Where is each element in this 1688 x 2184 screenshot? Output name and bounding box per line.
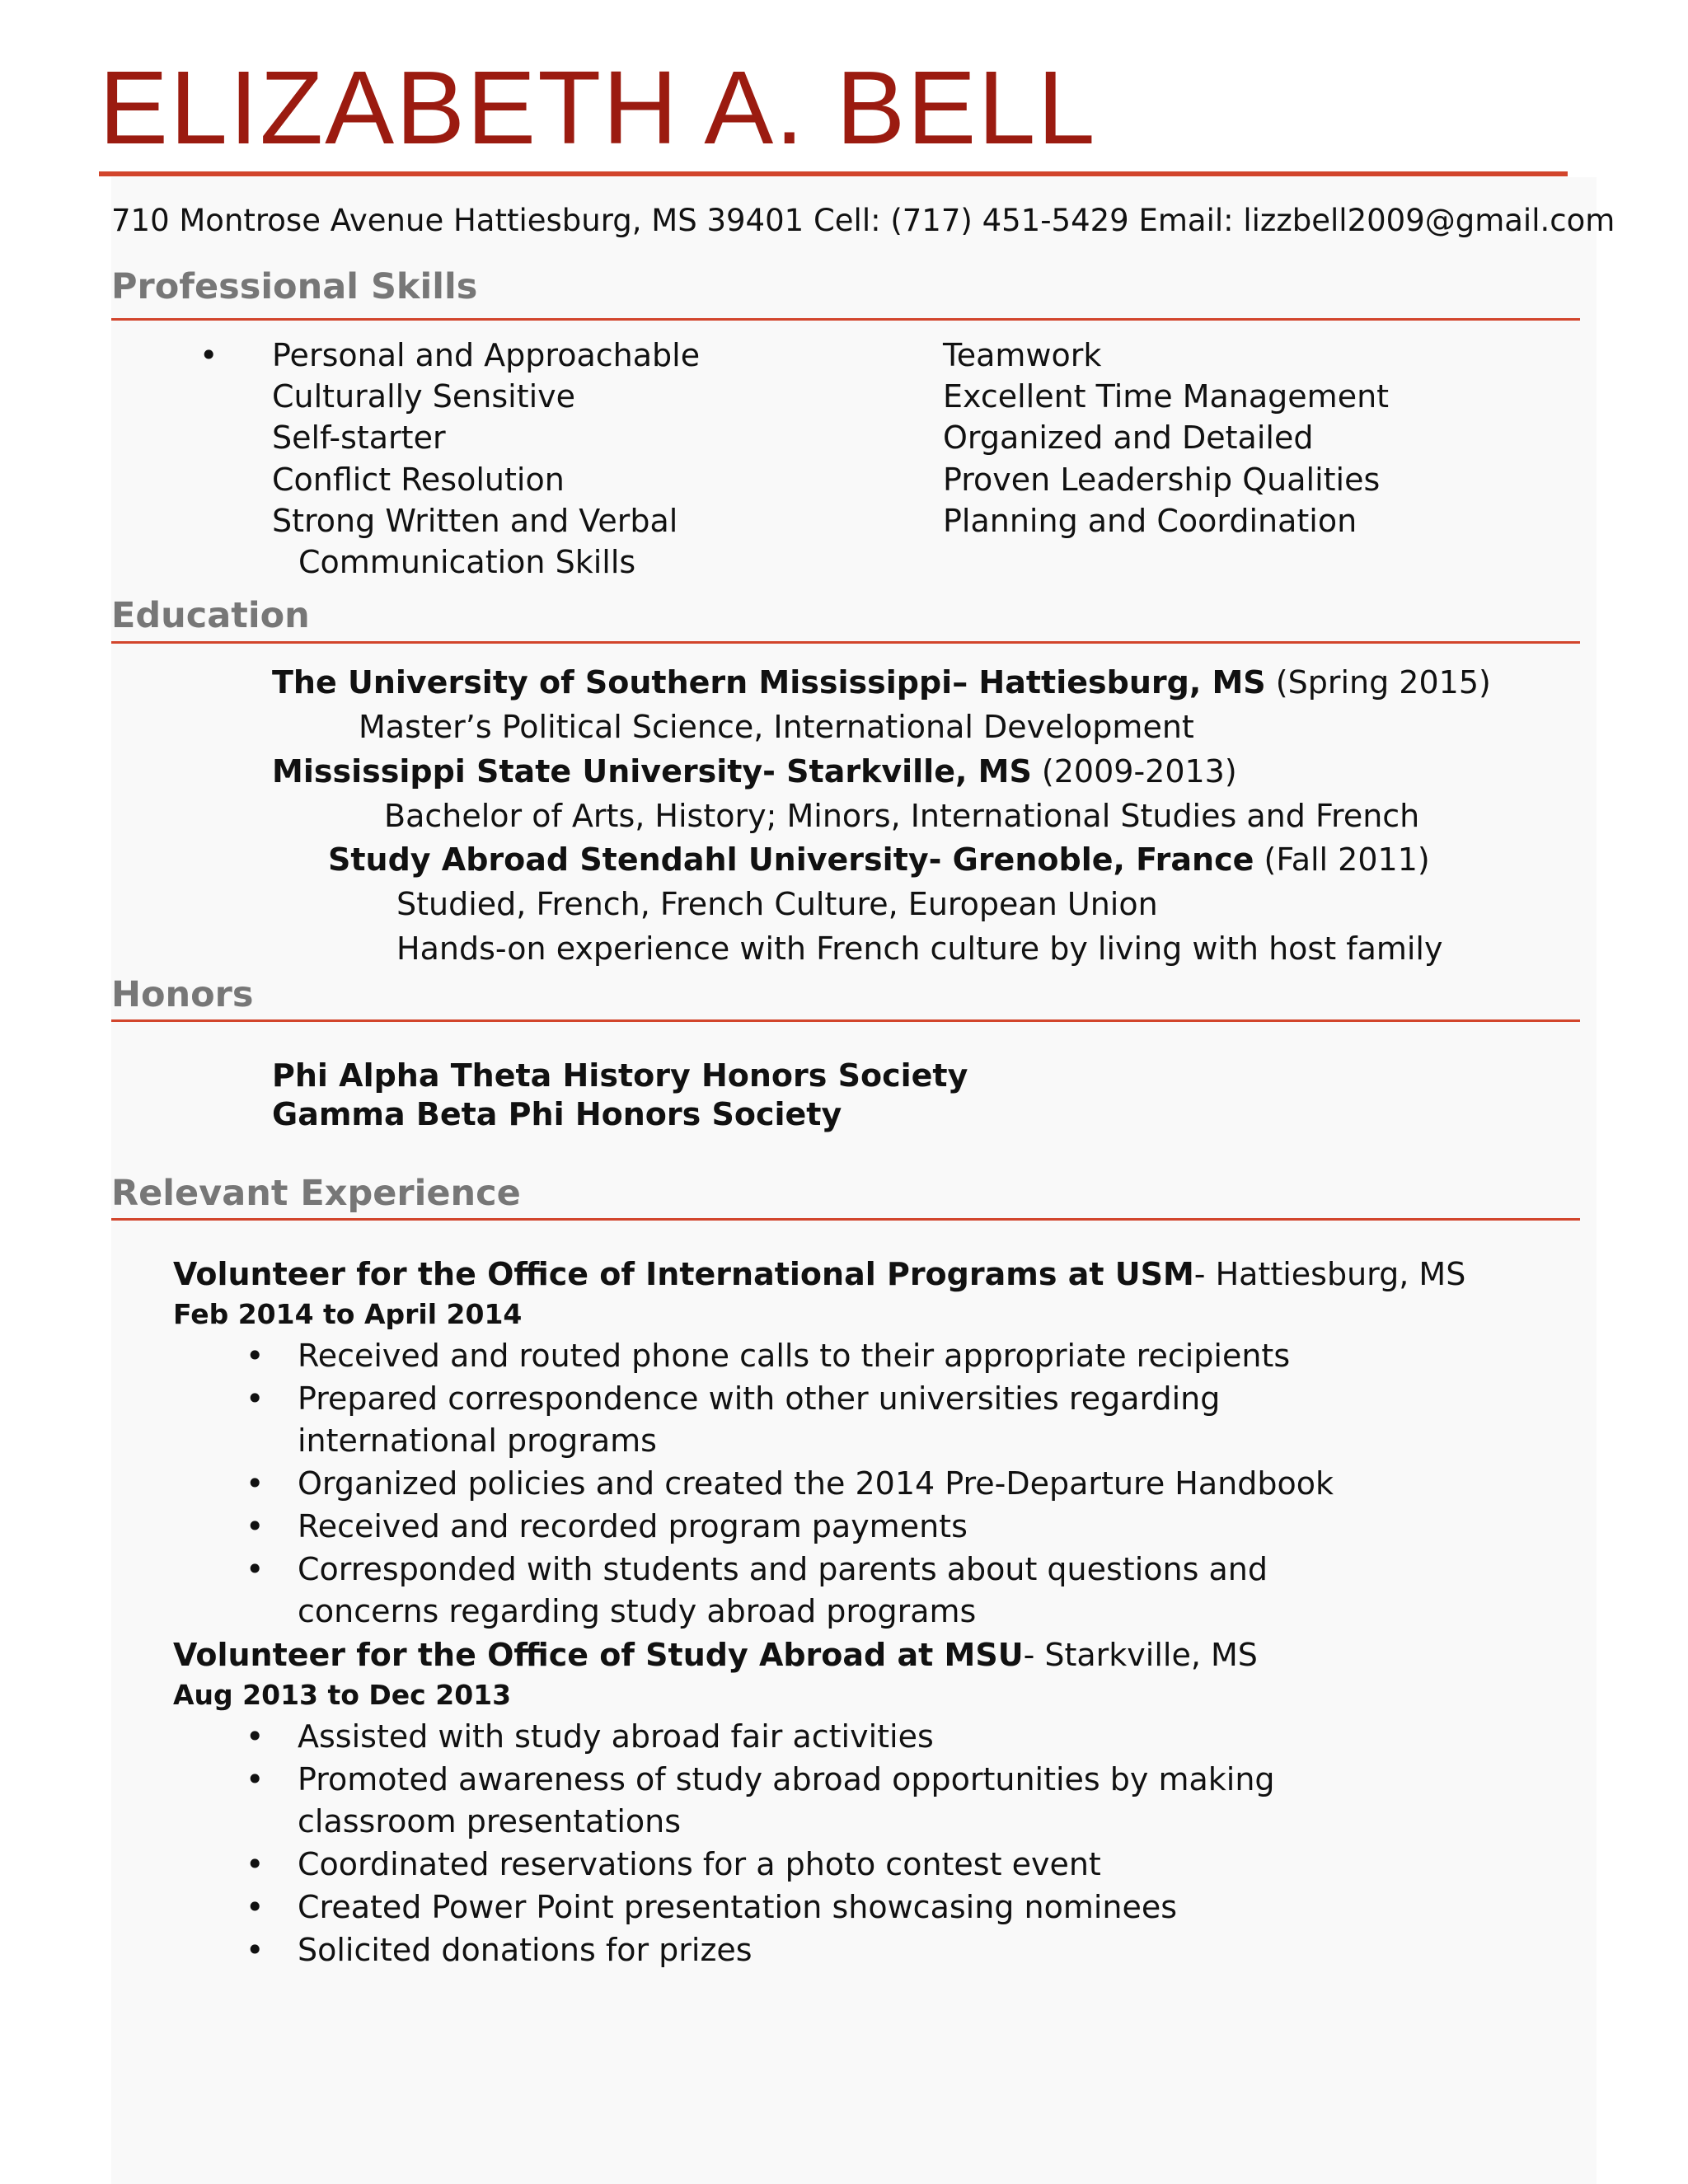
duty-bullet: • [246,1551,265,1587]
school-detail: Master’s Political Science, International Development [359,709,1194,745]
job-heading [173,1634,1258,1675]
school-name: The University of Southern Mississippi– Hattiesburg, MS [272,664,1266,701]
duty-bullet: • [246,1932,265,1968]
duty-bullet: • [246,1338,265,1374]
school-date: (Fall 2011) [1254,841,1430,878]
school-name: Mississippi State University- Starkville, MS [272,753,1032,790]
skill-item: Proven Leadership Qualities [943,462,1381,498]
duty-text: Corresponded with students and parents about questions and concerns regarding study abroad programs [298,1551,1268,1629]
section-divider-honors [111,1019,1580,1022]
skill-item: Self-starter [272,419,446,456]
school-detail: Bachelor of Arts, History; Minors, International Studies and French [384,798,1420,834]
school-detail: Studied, French, French Culture, European Union [396,886,1158,922]
school-line [272,751,1237,792]
duty-text: Created Power Point presentation showcasing nominees [298,1889,1178,1925]
skill-item: Excellent Time Management [943,378,1390,415]
section-title-education: Education [111,595,310,636]
duty-text: Received and recorded program payments [298,1508,968,1544]
job-dates: Aug 2013 to Dec 2013 [173,1679,512,1711]
skill-item: Planning and Coordination [943,503,1357,539]
skills-bullet: • [199,337,218,373]
school-date: (2009-2013) [1031,753,1237,790]
section-divider-experience [111,1218,1580,1221]
honor-item: Phi Alpha Theta History Honors Society [272,1057,968,1094]
school-detail: Hands-on experience with French culture by living with host family [396,930,1443,967]
school-name: Study Abroad Stendahl University- Grenoble, France [328,841,1254,878]
skill-item-continuation: Communication Skills [298,544,636,580]
skill-item: Culturally Sensitive [272,378,576,415]
name-divider [99,171,1568,176]
school-line [272,662,1491,703]
skill-item: Conflict Resolution [272,462,565,498]
section-title-skills: Professional Skills [111,266,478,307]
skill-item: Strong Written and Verbal [272,503,678,539]
job-heading [173,1254,1465,1295]
job-title: Volunteer for the Office of International Programs at USM [173,1256,1194,1292]
duty-text: Solicited donations for prizes [298,1932,753,1968]
skill-item: Personal and Approachable [272,337,701,373]
duty-text: Assisted with study abroad fair activities [298,1718,934,1755]
duty-text: Prepared correspondence with other universities regarding international programs [298,1380,1221,1459]
skill-item: Organized and Detailed [943,419,1314,456]
school-date: (Spring 2015) [1265,664,1491,701]
duty-bullet: • [246,1889,265,1925]
duty-text: Coordinated reservations for a photo contest event [298,1846,1101,1882]
duty-text: Promoted awareness of study abroad opportunities by making classroom presentations [298,1761,1275,1840]
job-dates: Feb 2014 to April 2014 [173,1298,523,1330]
section-divider-skills [111,318,1580,321]
duty-bullet: • [246,1508,265,1544]
contact-info: 710 Montrose Avenue Hattiesburg, MS 39401 Cell: (717) 451-5429 Email: lizzbell2009@gmail.com [111,203,1615,238]
duty-bullet: • [246,1761,265,1797]
duty-bullet: • [246,1718,265,1755]
duty-text: Received and routed phone calls to their appropriate recipients [298,1338,1291,1374]
school-line [328,839,1430,880]
section-divider-education [111,641,1580,644]
section-title-experience: Relevant Experience [111,1173,521,1214]
honor-item: Gamma Beta Phi Honors Society [272,1096,842,1132]
job-location: - Starkville, MS [1023,1637,1258,1673]
job-location: - Hattiesburg, MS [1193,1256,1466,1292]
section-title-honors: Honors [111,974,254,1015]
skill-item: Teamwork [943,337,1102,373]
duty-bullet: • [246,1380,265,1417]
candidate-name: ELIZABETH A. BELL [99,49,1097,166]
job-title: Volunteer for the Office of Study Abroad at MSU [173,1637,1024,1673]
duty-text: Organized policies and created the 2014 Pre-Departure Handbook [298,1465,1334,1502]
duty-bullet: • [246,1846,265,1882]
duty-bullet: • [246,1465,265,1502]
